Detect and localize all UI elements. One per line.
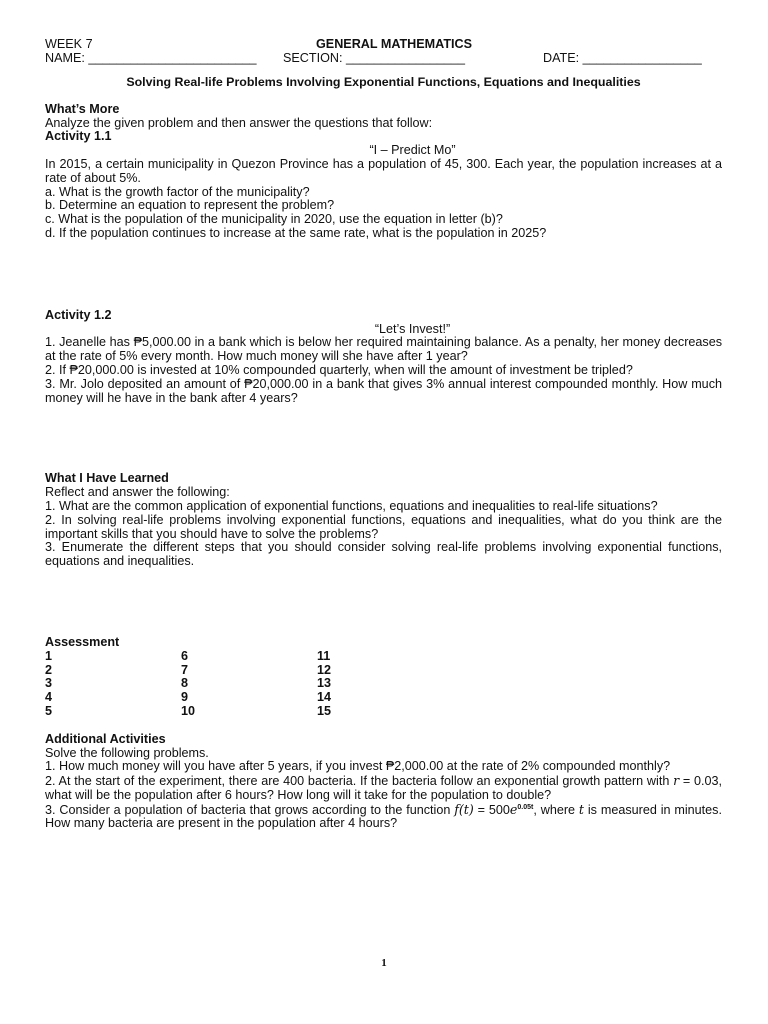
activity-1-1-question: b. Determine an equation to represent the problem?	[45, 198, 335, 213]
header-row-1	[45, 38, 722, 52]
assessment-number: 11	[317, 648, 331, 663]
worksheet-page	[45, 38, 722, 831]
activity-1-2-item: 1. Jeanelle has ₱5,000.00 in a bank which is below her required maintaining balance. As a penalty, her money decreases at the rate of 5% every month. How much money will she have after 1 year?	[45, 335, 722, 364]
assessment-number: 1	[45, 648, 53, 663]
function-f-of-t: f(t)	[454, 801, 474, 817]
assessment-heading: Assessment	[45, 634, 120, 649]
item-text: , where	[533, 802, 579, 817]
assessment-number: 12	[317, 662, 332, 677]
learned-item: 2. In solving real-life problems involving exponential functions, equations and inequalities, what do you think are the important skills that you should have to solve the problems?	[45, 512, 722, 541]
subject-title: GENERAL MATHEMATICS	[316, 37, 473, 51]
page-title: Solving Real-life Problems Involving Exponential Functions, Equations and Inequalities	[126, 75, 641, 89]
whats-more-heading: What’s More	[45, 101, 120, 116]
activity-1-1-label: Activity 1.1	[45, 129, 112, 144]
activity-1-1-question: d. If the population continues to increase at the same rate, what is the population in 2025?	[45, 225, 547, 240]
exponent: 0.05t	[517, 803, 534, 811]
additional-item-3	[45, 803, 722, 832]
item-text: is measured in minutes. How many bacteria are present in the population after 4 hours?	[45, 802, 722, 831]
item-text: = 500	[473, 802, 510, 817]
activity-1-1-quote: “I – Predict Mo”	[369, 143, 456, 158]
week-label: WEEK 7	[45, 37, 93, 51]
activity-1-1-question: a. What is the growth factor of the municipality?	[45, 184, 310, 199]
assessment-number: 2	[45, 662, 53, 677]
header-row-2	[45, 52, 722, 66]
assessment-number: 9	[181, 690, 189, 705]
activity-1-2-item: 2. If ₱20,000.00 is invested at 10% compounded quarterly, when will the amount of investment be tripled?	[45, 362, 633, 377]
item-text: = 0.03, what will be the population after 6 hours? How long will it take for the population to double?	[45, 774, 722, 802]
date-field[interactable]: DATE: _________________	[543, 51, 702, 65]
learned-heading: What I Have Learned	[45, 471, 169, 486]
assessment-number: 15	[317, 703, 332, 718]
assessment-grid	[45, 650, 722, 719]
assessment-number: 3	[45, 676, 53, 691]
activity-1-1-question: c. What is the population of the municipality in 2020, use the equation in letter (b)?	[45, 212, 503, 227]
additional-item-2	[45, 774, 722, 803]
assessment-number: 13	[317, 676, 332, 691]
additional-item-1: 1. How much money will you have after 5 years, if you invest ₱2,000.00 at the rate of 2% compounded monthly?	[45, 759, 671, 774]
activity-1-1-problem: In 2015, a certain municipality in Quezon Province has a population of 45, 300. Each year, the population increases at a rate of about 5%.	[45, 156, 722, 185]
additional-heading: Additional Activities	[45, 731, 166, 746]
activity-1-2-label: Activity 1.2	[45, 307, 112, 322]
assessment-number: 10	[181, 703, 196, 718]
whats-more-instruction: Analyze the given problem and then answer the questions that follow:	[45, 115, 433, 130]
euler-e: e	[509, 801, 518, 817]
additional-instruction: Solve the following problems.	[45, 745, 209, 760]
assessment-number: 14	[317, 690, 332, 705]
assessment-number: 4	[45, 690, 53, 705]
item-text: 2. At the start of the experiment, there are 400 bacteria. If the bacteria follow an exponential growth pattern with	[45, 774, 674, 789]
learned-item: 1. What are the common application of exponential functions, equations and inequalities to real-life situations?	[45, 498, 658, 513]
learned-item: 3. Enumerate the different steps that you should consider solving real-life problems involving exponential functions, equations and inequalities.	[45, 540, 722, 569]
variable-r: r	[673, 773, 680, 789]
assessment-number: 6	[181, 648, 189, 663]
name-field[interactable]: NAME: ________________________	[45, 51, 257, 65]
assessment-number: 5	[45, 703, 53, 718]
section-field[interactable]: SECTION: _________________	[283, 51, 466, 65]
variable-t: t	[578, 801, 584, 817]
assessment-number: 8	[181, 676, 189, 691]
page-number: 1	[381, 957, 387, 969]
learned-instruction: Reflect and answer the following:	[45, 485, 230, 500]
activity-1-2-quote: “Let’s Invest!”	[374, 321, 451, 336]
activity-1-2-item: 3. Mr. Jolo deposited an amount of ₱20,000.00 in a bank that gives 3% annual interest compounded monthly. How much money will he have in the bank after 4 years?	[45, 376, 722, 405]
item-text: 3. Consider a population of bacteria that grows according to the function	[45, 802, 455, 817]
assessment-number: 7	[181, 662, 189, 677]
